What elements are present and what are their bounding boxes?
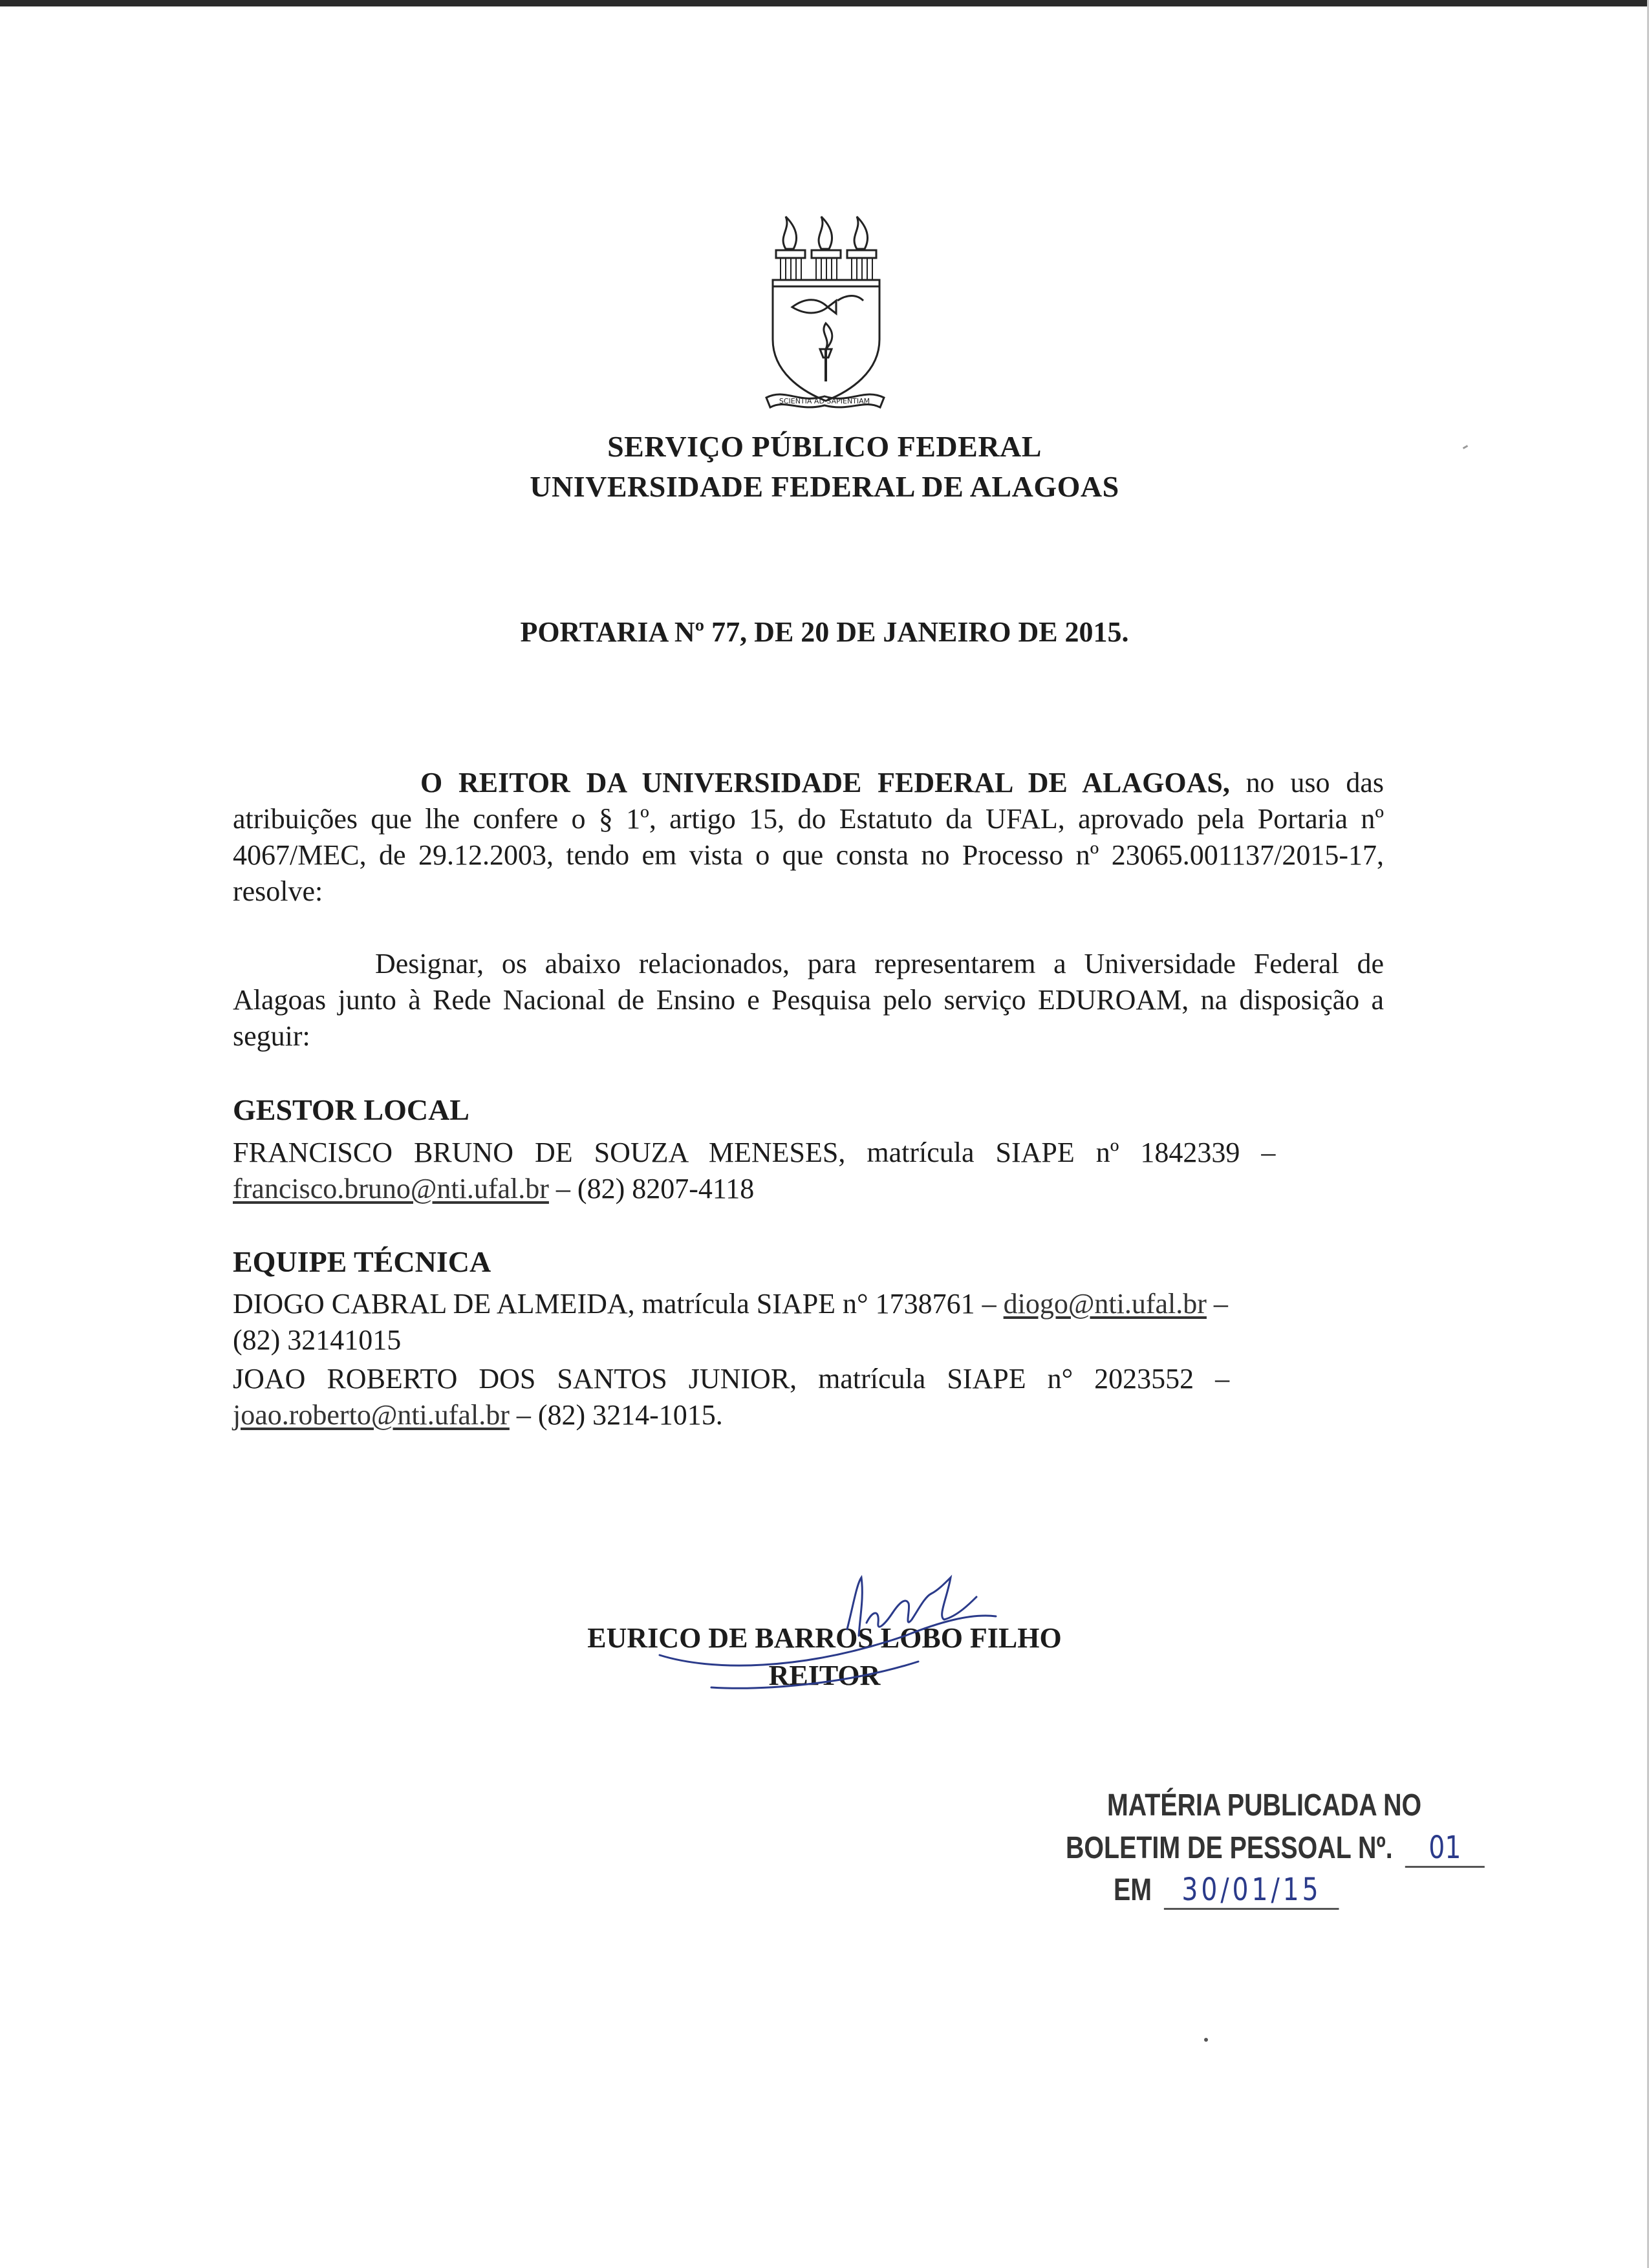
gestor-contact — [233, 1171, 1384, 1207]
body-paragraph: Designar, os abaixo relacionados, para representarem a Universidade Federal de Alagoas junto à Rede Nacional de Ensino e Pesquisa pelo serviço EDUROAM, na disposição a seguir: — [233, 948, 1384, 1052]
university-crest-logo — [760, 210, 889, 417]
gestor-phone: – (82) 8207-4118 — [548, 1173, 755, 1204]
stamp-line-1: MATÉRIA PUBLICADA NO — [1107, 1788, 1422, 1823]
gestor-name: FRANCISCO BRUNO DE SOUZA MENESES, matrícula SIAPE nº 1842339 – — [233, 1137, 1276, 1168]
intro-bold: O REITOR DA UNIVERSIDADE FEDERAL DE ALAGOAS, — [420, 767, 1230, 798]
stamp-number: 01 — [1405, 1830, 1485, 1868]
member-2-contact — [233, 1397, 1384, 1433]
member-2-name: JOAO ROBERTO DOS SANTOS JUNIOR, matrícula SIAPE n° 2023552 – — [233, 1363, 1230, 1395]
member-1-phone: (82) 32141015 — [233, 1324, 402, 1356]
gestor-line — [233, 1135, 1384, 1171]
gestor-heading: GESTOR LOCAL — [233, 1093, 469, 1126]
crest-motto: SCIENTIA AD SAPIENTIAM — [779, 397, 870, 405]
member-2-email-link[interactable]: joao.roberto@nti.ufal.br — [233, 1399, 510, 1431]
stamp-label-boletim: BOLETIM DE PESSOAL Nº. — [1066, 1831, 1393, 1865]
member-1-name: DIOGO CABRAL DE ALMEIDA, matrícula SIAPE n° 1738761 – — [233, 1288, 1004, 1320]
equipe-member-1 — [233, 1286, 1384, 1322]
stamp-line-2 — [1066, 1830, 1485, 1868]
member-2-phone: – (82) 3214-1015. — [509, 1399, 723, 1431]
document-title: PORTARIA Nº 77, DE 20 DE JANEIRO DE 2015. — [520, 616, 1129, 648]
equipe-member-2 — [233, 1361, 1384, 1397]
handwritten-signature — [634, 1558, 1035, 1700]
stamp-line-3 — [1114, 1872, 1339, 1910]
signatory-name: EURICO DE BARROS LOBO FILHO — [587, 1622, 1062, 1654]
stamp-date: 30/01/15 — [1164, 1872, 1339, 1910]
scan-top-border — [0, 0, 1649, 6]
member-1-email-link[interactable]: diogo@nti.ufal.br — [1003, 1288, 1207, 1320]
header-line-2: UNIVERSIDADE FEDERAL DE ALAGOAS — [530, 470, 1119, 503]
signatory-role: REITOR — [768, 1660, 881, 1691]
equipe-heading: EQUIPE TÉCNICA — [233, 1245, 491, 1278]
stamp-label-em: EM — [1114, 1873, 1152, 1907]
scan-speck — [1204, 2038, 1208, 2042]
intro-text: no uso das atribuições que lhe confere o § 1º, artigo 15, do Estatuto da UFAL, aprovado pela Portaria nº 4067/MEC, de 29.12.2003, tendo em vista o que consta no Processo nº 23065.001137/2015-17, resolve: — [233, 767, 1384, 907]
header-line-1: SERVIÇO PÚBLICO FEDERAL — [607, 430, 1042, 463]
gestor-email-link[interactable]: francisco.bruno@nti.ufal.br — [233, 1173, 549, 1204]
member-1-dash: – — [1206, 1288, 1228, 1320]
intro-paragraph — [233, 765, 1384, 910]
